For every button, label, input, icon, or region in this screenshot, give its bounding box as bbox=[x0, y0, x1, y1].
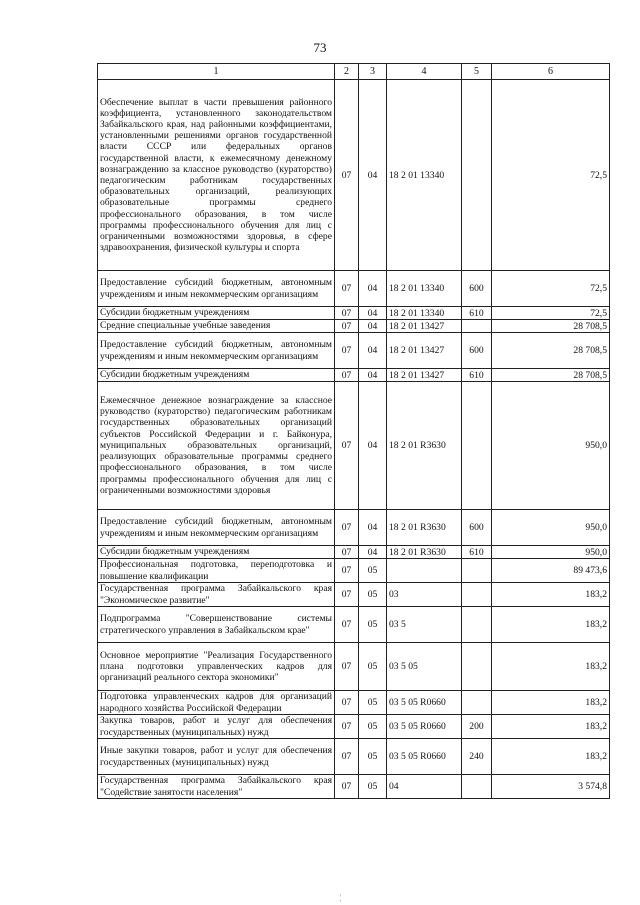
row-code-cell bbox=[387, 559, 462, 583]
row-section-cell: 07 bbox=[335, 382, 359, 510]
table-row bbox=[98, 643, 610, 691]
row-amount-cell: 183,2 bbox=[492, 643, 610, 691]
row-expense-type-cell bbox=[462, 643, 492, 691]
row-subsection-cell: 05 bbox=[359, 583, 387, 607]
row-subsection-cell: 05 bbox=[359, 691, 387, 715]
row-subsection-cell: 05 bbox=[359, 643, 387, 691]
row-name-cell: Субсидии бюджетным учреждениям bbox=[98, 546, 335, 559]
table-row bbox=[98, 607, 610, 643]
row-subsection-cell: 05 bbox=[359, 559, 387, 583]
row-expense-type-cell bbox=[462, 320, 492, 333]
row-section-cell: 07 bbox=[335, 271, 359, 307]
row-subsection-cell: 04 bbox=[359, 333, 387, 369]
row-code-cell: 18 2 01 13427 bbox=[387, 320, 462, 333]
row-expense-type-cell: 600 bbox=[462, 333, 492, 369]
row-amount-cell: 183,2 bbox=[492, 715, 610, 739]
row-amount-cell: 183,2 bbox=[492, 607, 610, 643]
row-section-cell: 07 bbox=[335, 369, 359, 382]
row-name-cell: Государственная программа Забайкальского края "Экономическое развитие" bbox=[98, 583, 335, 607]
row-section-cell: 07 bbox=[335, 691, 359, 715]
row-amount-cell: 950,0 bbox=[492, 546, 610, 559]
row-section-cell: 07 bbox=[335, 715, 359, 739]
row-section-cell: 07 bbox=[335, 80, 359, 271]
row-expense-type-cell: 600 bbox=[462, 510, 492, 546]
row-amount-cell: 72,5 bbox=[492, 307, 610, 320]
table-row bbox=[98, 583, 610, 607]
row-section-cell: 07 bbox=[335, 583, 359, 607]
row-name-cell: Средние специальные учебные заведения bbox=[98, 320, 335, 333]
row-code-cell: 03 5 05 R0660 bbox=[387, 691, 462, 715]
row-name-cell: Закупка товаров, работ и услуг для обеспечения государственных (муниципальных) нужд bbox=[98, 715, 335, 739]
row-code-cell: 03 5 bbox=[387, 607, 462, 643]
row-code-cell: 18 2 01 13427 bbox=[387, 333, 462, 369]
row-name-cell: Обеспечение выплат в части превышения районного коэффициента, установленного законодательством Забайкальского края, над районными коэффициентами, установленными решениями органов государственной власти СССР или федеральных органов государственной власти, к ежемесячному денежному вознаграждению за классное руководство (кураторство) педагогическим работникам государственных образовательных организаций, реализующих образовательные программы среднего профессионального образования, в том числе программы профессионального обучения для лиц с ограниченными возможностями здоровья, в сфере здравоохранения, физической культуры и спорта bbox=[98, 80, 335, 271]
column-header: 2 bbox=[335, 64, 359, 80]
row-subsection-cell: 04 bbox=[359, 510, 387, 546]
row-expense-type-cell bbox=[462, 80, 492, 271]
row-section-cell: 07 bbox=[335, 643, 359, 691]
column-header: 1 bbox=[98, 64, 335, 80]
row-amount-cell: 28 708,5 bbox=[492, 320, 610, 333]
table-row bbox=[98, 559, 610, 583]
row-name-cell: Иные закупки товаров, работ и услуг для обеспечения государственных (муниципальных) нужд bbox=[98, 739, 335, 775]
row-expense-type-cell: 610 bbox=[462, 369, 492, 382]
row-section-cell: 07 bbox=[335, 320, 359, 333]
row-section-cell: 07 bbox=[335, 333, 359, 369]
row-amount-cell: 28 708,5 bbox=[492, 333, 610, 369]
row-subsection-cell: 05 bbox=[359, 715, 387, 739]
row-name-cell: Основное мероприятие "Реализация Государственного плана подготовки управленческих кадров для организаций реального сектора экономики" bbox=[98, 643, 335, 691]
table-row bbox=[98, 691, 610, 715]
row-amount-cell: 183,2 bbox=[492, 583, 610, 607]
table-body bbox=[98, 80, 610, 799]
row-subsection-cell: 04 bbox=[359, 307, 387, 320]
row-expense-type-cell bbox=[462, 775, 492, 799]
row-amount-cell: 183,2 bbox=[492, 691, 610, 715]
row-amount-cell: 950,0 bbox=[492, 382, 610, 510]
row-amount-cell: 89 473,6 bbox=[492, 559, 610, 583]
row-name-cell: Ежемесячное денежное вознаграждение за классное руководство (кураторство) педагогическим работникам государственных образовательных организаций субъектов Российской Федерации и г. Байконура, муниципальных образовательных организаций, реализующих образовательные программы среднего профессионального образования, в том числе программы профессионального обучения для лиц с ограниченными возможностями здоровья bbox=[98, 382, 335, 510]
row-code-cell: 18 2 01 13340 bbox=[387, 307, 462, 320]
row-code-cell: 18 2 01 13427 bbox=[387, 369, 462, 382]
row-expense-type-cell bbox=[462, 607, 492, 643]
row-code-cell: 18 2 01 R3630 bbox=[387, 382, 462, 510]
row-code-cell: 03 bbox=[387, 583, 462, 607]
table-row bbox=[98, 510, 610, 546]
row-section-cell: 07 bbox=[335, 739, 359, 775]
row-section-cell: 07 bbox=[335, 510, 359, 546]
row-code-cell: 18 2 01 R3630 bbox=[387, 546, 462, 559]
page-number: 73 bbox=[313, 40, 327, 55]
table-row bbox=[98, 80, 610, 271]
table-row bbox=[98, 382, 610, 510]
row-section-cell: 07 bbox=[335, 775, 359, 799]
row-expense-type-cell: 240 bbox=[462, 739, 492, 775]
row-amount-cell: 3 574,8 bbox=[492, 775, 610, 799]
row-subsection-cell: 04 bbox=[359, 271, 387, 307]
column-header: 4 bbox=[387, 64, 462, 80]
table-row bbox=[98, 271, 610, 307]
row-amount-cell: 28 708,5 bbox=[492, 369, 610, 382]
budget-table bbox=[97, 63, 610, 799]
row-amount-cell: 183,2 bbox=[492, 739, 610, 775]
table-row bbox=[98, 715, 610, 739]
row-expense-type-cell: 200 bbox=[462, 715, 492, 739]
table-row bbox=[98, 739, 610, 775]
row-subsection-cell: 04 bbox=[359, 80, 387, 271]
row-code-cell: 03 5 05 R0660 bbox=[387, 739, 462, 775]
row-code-cell: 18 2 01 R3630 bbox=[387, 510, 462, 546]
row-amount-cell: 72,5 bbox=[492, 80, 610, 271]
row-subsection-cell: 05 bbox=[359, 739, 387, 775]
row-code-cell: 04 bbox=[387, 775, 462, 799]
scan-mark: ¦ bbox=[340, 893, 342, 902]
row-code-cell: 03 5 05 R0660 bbox=[387, 715, 462, 739]
row-subsection-cell: 04 bbox=[359, 320, 387, 333]
row-expense-type-cell: 610 bbox=[462, 546, 492, 559]
row-name-cell: Субсидии бюджетным учреждениям bbox=[98, 369, 335, 382]
column-header: 3 bbox=[359, 64, 387, 80]
row-code-cell: 03 5 05 bbox=[387, 643, 462, 691]
table-row bbox=[98, 307, 610, 320]
table-row bbox=[98, 775, 610, 799]
row-expense-type-cell bbox=[462, 559, 492, 583]
row-subsection-cell: 05 bbox=[359, 775, 387, 799]
row-expense-type-cell bbox=[462, 382, 492, 510]
row-section-cell: 07 bbox=[335, 559, 359, 583]
row-name-cell: Профессиональная подготовка, переподготовка и повышение квалификации bbox=[98, 559, 335, 583]
row-subsection-cell: 04 bbox=[359, 546, 387, 559]
row-expense-type-cell bbox=[462, 583, 492, 607]
row-code-cell: 18 2 01 13340 bbox=[387, 271, 462, 307]
table-row bbox=[98, 546, 610, 559]
row-section-cell: 07 bbox=[335, 546, 359, 559]
row-expense-type-cell bbox=[462, 691, 492, 715]
row-subsection-cell: 05 bbox=[359, 607, 387, 643]
row-subsection-cell: 04 bbox=[359, 369, 387, 382]
column-header: 5 bbox=[462, 64, 492, 80]
table-row bbox=[98, 320, 610, 333]
row-section-cell: 07 bbox=[335, 607, 359, 643]
row-amount-cell: 950,0 bbox=[492, 510, 610, 546]
row-subsection-cell: 04 bbox=[359, 382, 387, 510]
row-name-cell: Государственная программа Забайкальского края "Содействие занятости населения" bbox=[98, 775, 335, 799]
row-expense-type-cell: 600 bbox=[462, 271, 492, 307]
column-header: 6 bbox=[492, 64, 610, 80]
row-section-cell: 07 bbox=[335, 307, 359, 320]
row-name-cell: Подготовка управленческих кадров для организаций народного хозяйства Российской Федерации bbox=[98, 691, 335, 715]
row-name-cell: Предоставление субсидий бюджетным, автономным учреждениям и иным некоммерческим организациям bbox=[98, 333, 335, 369]
table-header-row bbox=[98, 64, 610, 80]
row-name-cell: Субсидии бюджетным учреждениям bbox=[98, 307, 335, 320]
row-expense-type-cell: 610 bbox=[462, 307, 492, 320]
row-amount-cell: 72,5 bbox=[492, 271, 610, 307]
row-code-cell: 18 2 01 13340 bbox=[387, 80, 462, 271]
row-name-cell: Подпрограмма "Совершенствование системы стратегического управления в Забайкальском крае" bbox=[98, 607, 335, 643]
row-name-cell: Предоставление субсидий бюджетным, автономным учреждениям и иным некоммерческим организациям bbox=[98, 510, 335, 546]
table-row bbox=[98, 369, 610, 382]
table-row bbox=[98, 333, 610, 369]
row-name-cell: Предоставление субсидий бюджетным, автономным учреждениям и иным некоммерческим организациям bbox=[98, 271, 335, 307]
